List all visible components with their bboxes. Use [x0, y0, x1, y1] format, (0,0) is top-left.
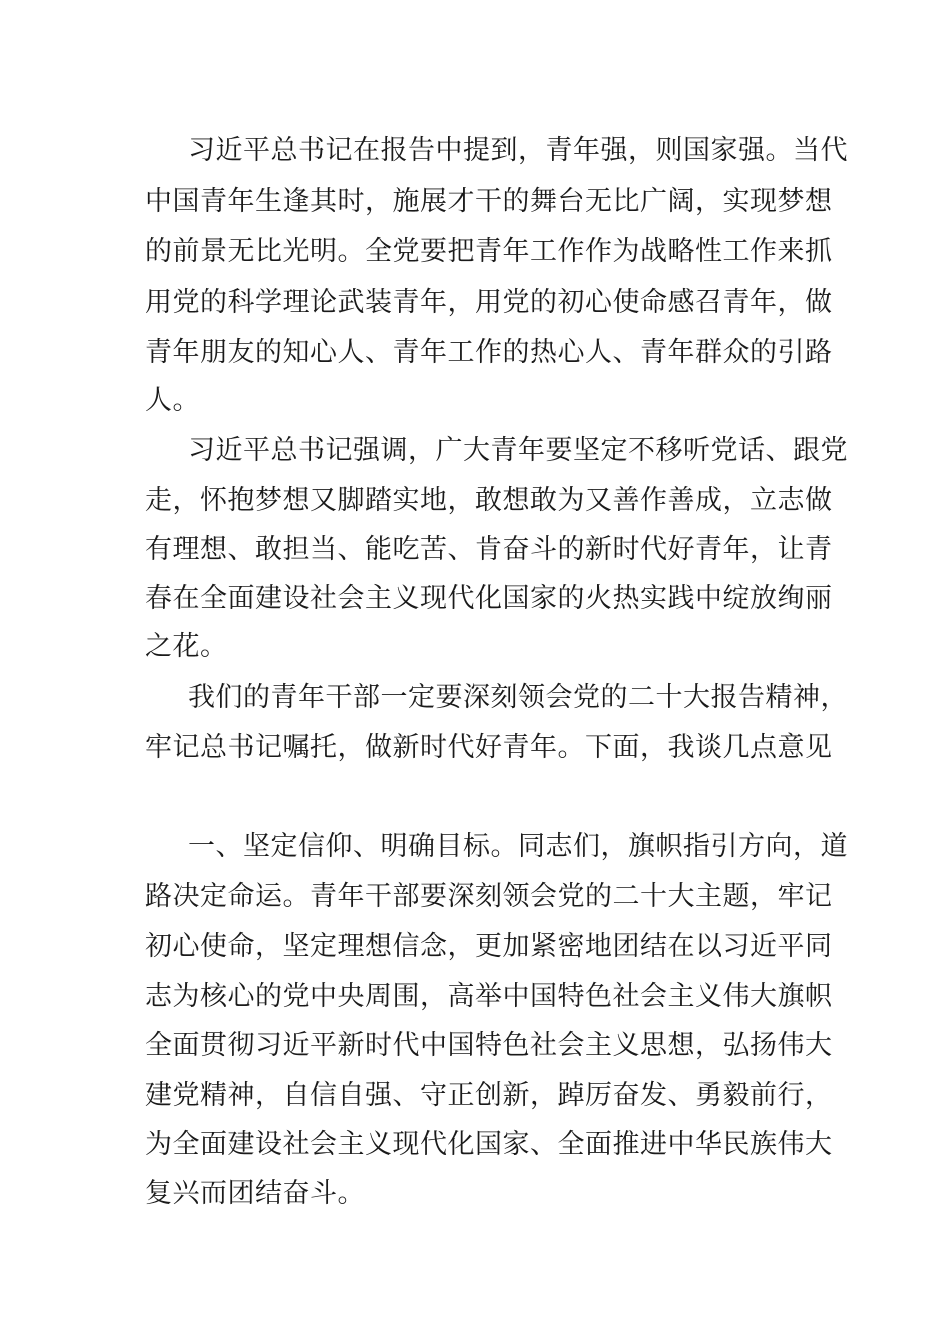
text-line: 走，怀抱梦想又脚踏实地，敢想敢为又善作善成，立志做: [145, 485, 833, 516]
text-line: 路决定命运。青年干部要深刻领会党的二十大主题，牢记: [145, 881, 833, 912]
text-line: 用党的科学理论武装青年，用党的初心使命感召青年，做: [145, 287, 833, 318]
text-line: 中国青年生逢其时，施展才干的舞台无比广阔，实现梦想: [145, 186, 833, 217]
text-line: 志为核心的党中央周围，高举中国特色社会主义伟大旗帜: [145, 981, 833, 1012]
text-line: 习近平总书记在报告中提到，青年强，则国家强。当代: [188, 135, 848, 166]
text-line: 的前景无比光明。全党要把青年工作作为战略性工作来抓: [145, 236, 833, 267]
text-line: 我们的青年干部一定要深刻领会党的二十大报告精神，: [188, 682, 848, 713]
text-line: 为全面建设社会主义现代化国家、全面推进中华民族伟大: [145, 1129, 833, 1160]
text-line: 复兴而团结奋斗。: [145, 1178, 365, 1209]
text-line: 一、坚定信仰、明确目标。同志们，旗帜指引方向，道: [188, 831, 848, 862]
text-line: 人。: [145, 385, 200, 416]
text-line: 初心使命，坚定理想信念，更加紧密地团结在以习近平同: [145, 931, 833, 962]
text-line: 建党精神，自信自强、守正创新，踔厉奋发、勇毅前行，: [145, 1080, 833, 1111]
text-line: 习近平总书记强调，广大青年要坚定不移听党话、跟党: [188, 435, 848, 466]
text-line: 有理想、敢担当、能吃苦、肯奋斗的新时代好青年，让青: [145, 534, 833, 565]
text-line: 青年朋友的知心人、青年工作的热心人、青年群众的引路: [145, 337, 833, 368]
text-line: 春在全面建设社会主义现代化国家的火热实践中绽放绚丽: [145, 583, 833, 614]
text-line: 之花。: [145, 631, 228, 662]
text-line: 全面贯彻习近平新时代中国特色社会主义思想，弘扬伟大: [145, 1030, 833, 1061]
text-line: 牢记总书记嘱托，做新时代好青年。下面，我谈几点意见: [145, 732, 833, 763]
